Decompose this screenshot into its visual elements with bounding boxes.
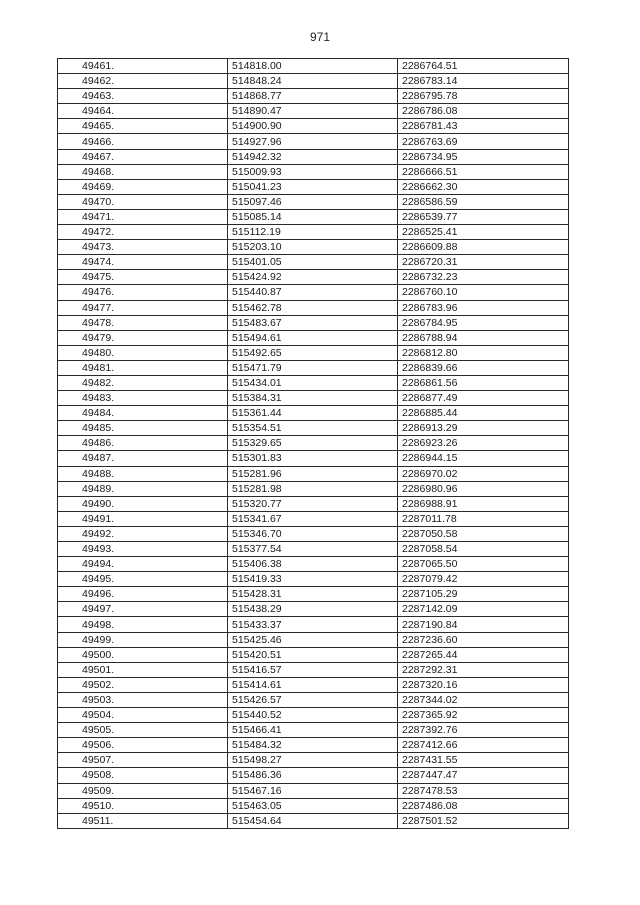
northing-cell: 2286734.95 bbox=[398, 149, 569, 164]
point-number-cell: 49498. bbox=[58, 617, 228, 632]
northing-cell: 2287486.08 bbox=[398, 798, 569, 813]
point-number-cell: 49490. bbox=[58, 496, 228, 511]
table-body bbox=[58, 59, 569, 829]
table-row bbox=[58, 557, 569, 572]
easting-cell: 515486.36 bbox=[228, 768, 398, 783]
easting-cell: 514868.77 bbox=[228, 89, 398, 104]
table-row bbox=[58, 496, 569, 511]
table-row bbox=[58, 360, 569, 375]
northing-cell: 2286760.10 bbox=[398, 285, 569, 300]
point-number-cell: 49474. bbox=[58, 255, 228, 270]
table-row bbox=[58, 391, 569, 406]
northing-cell: 2286861.56 bbox=[398, 375, 569, 390]
point-number-cell: 49462. bbox=[58, 74, 228, 89]
easting-cell: 515420.51 bbox=[228, 647, 398, 662]
easting-cell: 515416.57 bbox=[228, 662, 398, 677]
point-number-cell: 49463. bbox=[58, 89, 228, 104]
easting-cell: 515009.93 bbox=[228, 164, 398, 179]
easting-cell: 515406.38 bbox=[228, 557, 398, 572]
table-row bbox=[58, 285, 569, 300]
northing-cell: 2286781.43 bbox=[398, 119, 569, 134]
point-number-cell: 49499. bbox=[58, 632, 228, 647]
northing-cell: 2286525.41 bbox=[398, 225, 569, 240]
easting-cell: 515281.96 bbox=[228, 466, 398, 481]
northing-cell: 2286923.26 bbox=[398, 436, 569, 451]
easting-cell: 514848.24 bbox=[228, 74, 398, 89]
table-row bbox=[58, 813, 569, 828]
easting-cell: 515438.29 bbox=[228, 602, 398, 617]
easting-cell: 515346.70 bbox=[228, 526, 398, 541]
easting-cell: 515467.16 bbox=[228, 783, 398, 798]
northing-cell: 2287478.53 bbox=[398, 783, 569, 798]
point-number-cell: 49469. bbox=[58, 179, 228, 194]
northing-cell: 2287392.76 bbox=[398, 723, 569, 738]
easting-cell: 515484.32 bbox=[228, 738, 398, 753]
table-row bbox=[58, 783, 569, 798]
northing-cell: 2287050.58 bbox=[398, 526, 569, 541]
easting-cell: 515384.31 bbox=[228, 391, 398, 406]
northing-cell: 2286764.51 bbox=[398, 59, 569, 74]
point-number-cell: 49506. bbox=[58, 738, 228, 753]
northing-cell: 2286944.15 bbox=[398, 451, 569, 466]
northing-cell: 2287431.55 bbox=[398, 753, 569, 768]
point-number-cell: 49479. bbox=[58, 330, 228, 345]
table-row bbox=[58, 662, 569, 677]
easting-cell: 515354.51 bbox=[228, 421, 398, 436]
easting-cell: 515440.52 bbox=[228, 708, 398, 723]
easting-cell: 514900.90 bbox=[228, 119, 398, 134]
table-row bbox=[58, 255, 569, 270]
northing-cell: 2287501.52 bbox=[398, 813, 569, 828]
easting-cell: 515301.83 bbox=[228, 451, 398, 466]
table-row bbox=[58, 270, 569, 285]
table-row bbox=[58, 74, 569, 89]
easting-cell: 514818.00 bbox=[228, 59, 398, 74]
easting-cell: 515463.05 bbox=[228, 798, 398, 813]
easting-cell: 515041.23 bbox=[228, 179, 398, 194]
table-row bbox=[58, 119, 569, 134]
table-row bbox=[58, 406, 569, 421]
northing-cell: 2287079.42 bbox=[398, 572, 569, 587]
point-number-cell: 49500. bbox=[58, 647, 228, 662]
table-row bbox=[58, 481, 569, 496]
northing-cell: 2286666.51 bbox=[398, 164, 569, 179]
northing-cell: 2286783.96 bbox=[398, 300, 569, 315]
easting-cell: 515454.64 bbox=[228, 813, 398, 828]
table-row bbox=[58, 240, 569, 255]
table-row bbox=[58, 753, 569, 768]
point-number-cell: 49476. bbox=[58, 285, 228, 300]
northing-cell: 2286662.30 bbox=[398, 179, 569, 194]
table-row bbox=[58, 436, 569, 451]
northing-cell: 2287265.44 bbox=[398, 647, 569, 662]
table-row bbox=[58, 451, 569, 466]
point-number-cell: 49477. bbox=[58, 300, 228, 315]
easting-cell: 515203.10 bbox=[228, 240, 398, 255]
table-row bbox=[58, 104, 569, 119]
table-row bbox=[58, 179, 569, 194]
point-number-cell: 49472. bbox=[58, 225, 228, 240]
easting-cell: 515377.54 bbox=[228, 542, 398, 557]
northing-cell: 2286885.44 bbox=[398, 406, 569, 421]
table-row bbox=[58, 330, 569, 345]
table-row bbox=[58, 617, 569, 632]
northing-cell: 2287058.54 bbox=[398, 542, 569, 557]
easting-cell: 515462.78 bbox=[228, 300, 398, 315]
point-number-cell: 49505. bbox=[58, 723, 228, 738]
easting-cell: 515419.33 bbox=[228, 572, 398, 587]
table-row bbox=[58, 602, 569, 617]
point-number-cell: 49471. bbox=[58, 209, 228, 224]
point-number-cell: 49495. bbox=[58, 572, 228, 587]
point-number-cell: 49493. bbox=[58, 542, 228, 557]
easting-cell: 515440.87 bbox=[228, 285, 398, 300]
point-number-cell: 49465. bbox=[58, 119, 228, 134]
northing-cell: 2286732.23 bbox=[398, 270, 569, 285]
northing-cell: 2286609.88 bbox=[398, 240, 569, 255]
point-number-cell: 49488. bbox=[58, 466, 228, 481]
table-row bbox=[58, 164, 569, 179]
northing-cell: 2287011.78 bbox=[398, 511, 569, 526]
table-row bbox=[58, 511, 569, 526]
table-row bbox=[58, 59, 569, 74]
table-row bbox=[58, 723, 569, 738]
easting-cell: 515433.37 bbox=[228, 617, 398, 632]
table-row bbox=[58, 647, 569, 662]
point-number-cell: 49480. bbox=[58, 345, 228, 360]
table-row bbox=[58, 542, 569, 557]
easting-cell: 515401.05 bbox=[228, 255, 398, 270]
table-row bbox=[58, 708, 569, 723]
point-number-cell: 49497. bbox=[58, 602, 228, 617]
easting-cell: 515085.14 bbox=[228, 209, 398, 224]
easting-cell: 515428.31 bbox=[228, 587, 398, 602]
table-row bbox=[58, 134, 569, 149]
point-number-cell: 49475. bbox=[58, 270, 228, 285]
point-number-cell: 49470. bbox=[58, 194, 228, 209]
northing-cell: 2287447.47 bbox=[398, 768, 569, 783]
northing-cell: 2286980.96 bbox=[398, 481, 569, 496]
table-row bbox=[58, 572, 569, 587]
northing-cell: 2286539.77 bbox=[398, 209, 569, 224]
point-number-cell: 49464. bbox=[58, 104, 228, 119]
point-number-cell: 49483. bbox=[58, 391, 228, 406]
table-row bbox=[58, 89, 569, 104]
point-number-cell: 49496. bbox=[58, 587, 228, 602]
northing-cell: 2286877.49 bbox=[398, 391, 569, 406]
table-row bbox=[58, 209, 569, 224]
easting-cell: 515414.61 bbox=[228, 677, 398, 692]
table-row bbox=[58, 677, 569, 692]
easting-cell: 515426.57 bbox=[228, 692, 398, 707]
point-number-cell: 49507. bbox=[58, 753, 228, 768]
easting-cell: 515320.77 bbox=[228, 496, 398, 511]
point-number-cell: 49501. bbox=[58, 662, 228, 677]
table-row bbox=[58, 149, 569, 164]
northing-cell: 2287320.16 bbox=[398, 677, 569, 692]
easting-cell: 515329.65 bbox=[228, 436, 398, 451]
northing-cell: 2286988.91 bbox=[398, 496, 569, 511]
point-number-cell: 49485. bbox=[58, 421, 228, 436]
point-number-cell: 49478. bbox=[58, 315, 228, 330]
northing-cell: 2287292.31 bbox=[398, 662, 569, 677]
easting-cell: 515424.92 bbox=[228, 270, 398, 285]
point-number-cell: 49486. bbox=[58, 436, 228, 451]
easting-cell: 514942.32 bbox=[228, 149, 398, 164]
point-number-cell: 49461. bbox=[58, 59, 228, 74]
table-row bbox=[58, 526, 569, 541]
easting-cell: 515434.01 bbox=[228, 375, 398, 390]
northing-cell: 2287065.50 bbox=[398, 557, 569, 572]
northing-cell: 2286913.29 bbox=[398, 421, 569, 436]
table-row bbox=[58, 300, 569, 315]
easting-cell: 515112.19 bbox=[228, 225, 398, 240]
table-row bbox=[58, 798, 569, 813]
point-number-cell: 49487. bbox=[58, 451, 228, 466]
easting-cell: 515361.44 bbox=[228, 406, 398, 421]
easting-cell: 515492.65 bbox=[228, 345, 398, 360]
table-row bbox=[58, 466, 569, 481]
northing-cell: 2286839.66 bbox=[398, 360, 569, 375]
northing-cell: 2286795.78 bbox=[398, 89, 569, 104]
northing-cell: 2287365.92 bbox=[398, 708, 569, 723]
northing-cell: 2286788.94 bbox=[398, 330, 569, 345]
northing-cell: 2287142.09 bbox=[398, 602, 569, 617]
table-row bbox=[58, 375, 569, 390]
point-number-cell: 49502. bbox=[58, 677, 228, 692]
northing-cell: 2287105.29 bbox=[398, 587, 569, 602]
table-row bbox=[58, 345, 569, 360]
easting-cell: 515498.27 bbox=[228, 753, 398, 768]
northing-cell: 2286783.14 bbox=[398, 74, 569, 89]
easting-cell: 515341.67 bbox=[228, 511, 398, 526]
point-number-cell: 49510. bbox=[58, 798, 228, 813]
point-number-cell: 49509. bbox=[58, 783, 228, 798]
northing-cell: 2287412.66 bbox=[398, 738, 569, 753]
coordinates-table bbox=[57, 58, 569, 829]
easting-cell: 515425.46 bbox=[228, 632, 398, 647]
table-row bbox=[58, 225, 569, 240]
point-number-cell: 49508. bbox=[58, 768, 228, 783]
northing-cell: 2287190.84 bbox=[398, 617, 569, 632]
northing-cell: 2286784.95 bbox=[398, 315, 569, 330]
table-row bbox=[58, 692, 569, 707]
easting-cell: 515466.41 bbox=[228, 723, 398, 738]
easting-cell: 515097.46 bbox=[228, 194, 398, 209]
point-number-cell: 49484. bbox=[58, 406, 228, 421]
northing-cell: 2286763.69 bbox=[398, 134, 569, 149]
northing-cell: 2286812.80 bbox=[398, 345, 569, 360]
northing-cell: 2286586.59 bbox=[398, 194, 569, 209]
point-number-cell: 49481. bbox=[58, 360, 228, 375]
point-number-cell: 49466. bbox=[58, 134, 228, 149]
table-row bbox=[58, 632, 569, 647]
page-number: 971 bbox=[309, 30, 331, 44]
table-row bbox=[58, 421, 569, 436]
point-number-cell: 49491. bbox=[58, 511, 228, 526]
easting-cell: 515471.79 bbox=[228, 360, 398, 375]
table-row bbox=[58, 315, 569, 330]
point-number-cell: 49503. bbox=[58, 692, 228, 707]
point-number-cell: 49511. bbox=[58, 813, 228, 828]
northing-cell: 2286786.08 bbox=[398, 104, 569, 119]
easting-cell: 515494.61 bbox=[228, 330, 398, 345]
northing-cell: 2286970.02 bbox=[398, 466, 569, 481]
table-row bbox=[58, 194, 569, 209]
point-number-cell: 49473. bbox=[58, 240, 228, 255]
point-number-cell: 49504. bbox=[58, 708, 228, 723]
point-number-cell: 49468. bbox=[58, 164, 228, 179]
northing-cell: 2287344.02 bbox=[398, 692, 569, 707]
northing-cell: 2287236.60 bbox=[398, 632, 569, 647]
point-number-cell: 49489. bbox=[58, 481, 228, 496]
table-row bbox=[58, 768, 569, 783]
point-number-cell: 49492. bbox=[58, 526, 228, 541]
table-row bbox=[58, 738, 569, 753]
point-number-cell: 49467. bbox=[58, 149, 228, 164]
northing-cell: 2286720.31 bbox=[398, 255, 569, 270]
point-number-cell: 49494. bbox=[58, 557, 228, 572]
easting-cell: 514927.96 bbox=[228, 134, 398, 149]
point-number-cell: 49482. bbox=[58, 375, 228, 390]
table-row bbox=[58, 587, 569, 602]
easting-cell: 514890.47 bbox=[228, 104, 398, 119]
easting-cell: 515281.98 bbox=[228, 481, 398, 496]
easting-cell: 515483.67 bbox=[228, 315, 398, 330]
